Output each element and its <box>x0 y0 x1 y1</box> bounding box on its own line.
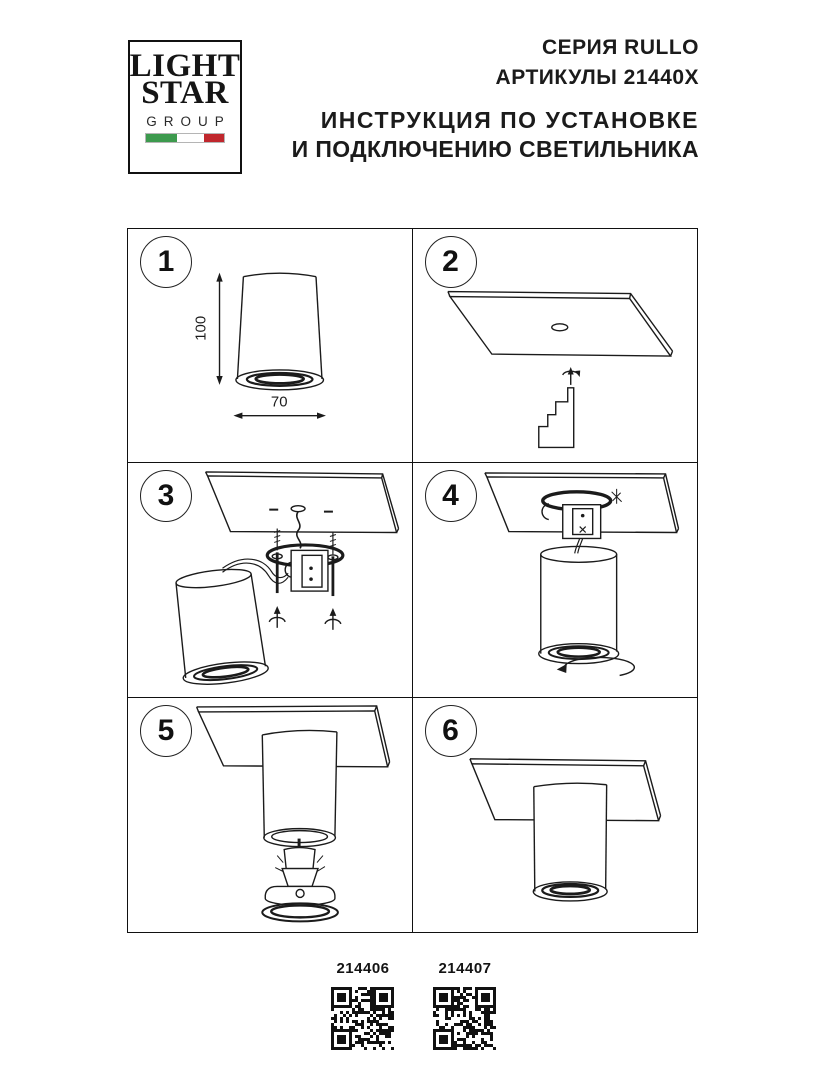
step-number-badge: 4 <box>425 470 477 522</box>
logo-word-star: STAR <box>141 75 229 111</box>
article-number-label: 214406 <box>336 960 390 977</box>
flag-red-stripe <box>204 134 224 142</box>
instruction-steps-grid <box>127 228 698 933</box>
step-panel-4 <box>413 463 698 697</box>
logo-word-group: GROUP <box>146 114 231 129</box>
step-number-badge: 5 <box>140 705 192 757</box>
instruction-title-line2: И ПОДКЛЮЧЕНИЮ СВЕТИЛЬНИКА <box>291 136 699 162</box>
article-number-label: 214407 <box>438 960 492 977</box>
step-number-badge: 1 <box>140 236 192 288</box>
flag-white-stripe <box>177 134 204 142</box>
height-dimension-label: 100 <box>193 315 210 341</box>
instruction-title-line1: ИНСТРУКЦИЯ ПО УСТАНОВКЕ <box>320 107 699 133</box>
step-number-badge: 6 <box>425 705 477 757</box>
qr-code <box>433 987 496 1050</box>
flag-green-stripe <box>146 134 177 142</box>
lightstar-logo <box>128 40 242 174</box>
step-panel-5 <box>128 698 413 932</box>
qr-code <box>331 987 394 1050</box>
step-number-badge: 3 <box>140 470 192 522</box>
series-title: СЕРИЯ RULLO <box>541 36 699 59</box>
italian-flag <box>146 134 224 142</box>
step-panel-6 <box>413 698 698 932</box>
step-panel-1 <box>128 229 413 463</box>
step-panel-3 <box>128 463 413 697</box>
logo-word-light: LIGHT <box>129 48 241 84</box>
step-number-badge: 2 <box>425 236 477 288</box>
width-dimension-label: 70 <box>270 394 288 411</box>
step-panel-2 <box>413 229 698 463</box>
header-block <box>239 33 699 164</box>
articles-title: АРТИКУЛЫ 21440X <box>495 66 699 89</box>
